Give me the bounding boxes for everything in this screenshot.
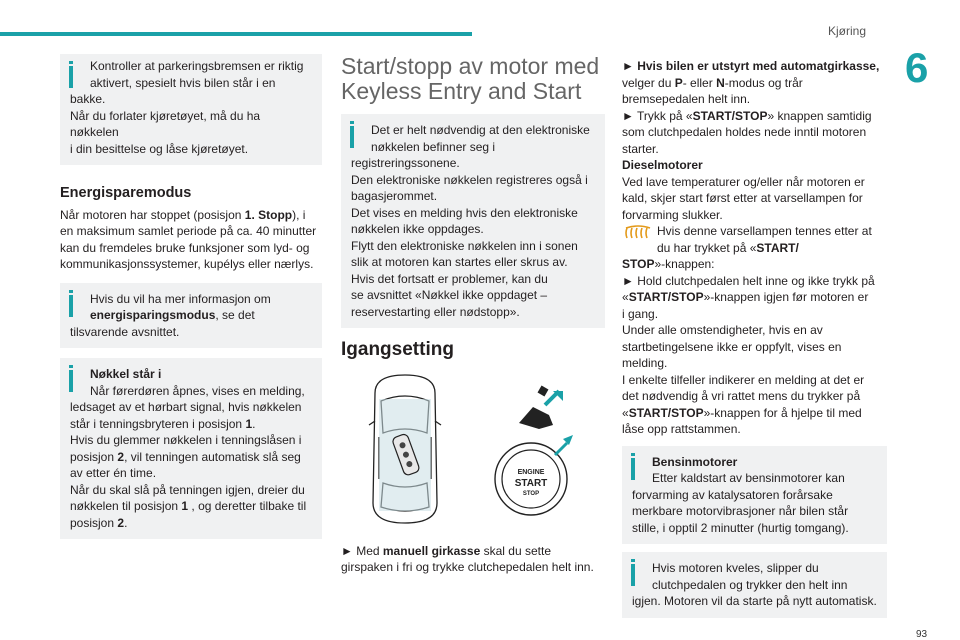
section-title-l1: Start/stopp av motor med (341, 53, 600, 79)
foot-on-pedal-icon (519, 385, 563, 428)
igangsetting-heading: Igangsetting (341, 339, 454, 360)
section-title-l2: Keyless Entry and Start (341, 78, 582, 104)
btn-start-label: START (514, 477, 548, 489)
diesel-heading: Dieselmotorer (622, 158, 703, 172)
header-accent-bar (0, 32, 472, 36)
chapter-number: 6 (905, 44, 929, 91)
car-topview-illustration (341, 373, 605, 533)
info-icon (69, 290, 73, 293)
column-middle: Start/stopp av motor med Keyless Entry and Start Det er helt nødvendig at den elektroniske nøkkelen befinner seg i registreringssonene. Den elektroniske nøkkelen registreres også i bagasjerommet. Det vises en melding hvis den elektroniske nøkkelen ikke oppdages. Flytt den elektroniske nøkkelen inn i sonen slik at motoren kan startes eller skrus av. Hvis det fortsatt er problemer, kan du se avsnittet «Nøkkel ikke oppdaget – reservestarting eller nødstopp». Igangsetting ENGINE START STOP ► Med manuell girkasse skal du sette girspaken i fri og trykke clutchepedalen helt inn. (341, 54, 605, 576)
page-number: 93 (916, 629, 928, 640)
info-note-energy: Hvis du vil ha mer informasjon om energisparingsmodus, se det tilsvarende avsnittet. (60, 283, 322, 349)
column-right: ► Hvis bilen er utstyrt med automatgirkasse, velger du P- eller N-modus og trår bremsepedalen helt inn. ► Trykk på «START/STOP» knappen samtidig som clutchpedalen holdes nede inntil motoren starter. Dieselmotorer Ved lave temperaturer og/eller når motoren er kald, skjer start først etter at varsellampen for forvarming slukker. Hvis denne varsellampen tennes etter at du har trykket på «START/ STOP»-knappen: ► Hold clutchpedalen helt inne og ikke trykk på «START/STOP»-knappen igjen før motoren er i gang. Under alle omstendigheter, hvis en av startbetingelsene ikke er oppfylt, vises en melding. I enkelte tilfeller indikerer en melding at det er det nødvendig å vri rattet mens du trykker på «START/STOP»-knappen for å hjelpe til med låse opp rattstammen. Bensinmotorer Etter kaldstart av bensinmotorer kan forvarming av katalysatoren forårsake merkbare motorvibrasjoner når bilen står stille, i opptil 2 minutter (hurtig tomgang). Hvis motoren kveles, slipper du clutchpedalen og trykker den helt inn igjen. Motoren vil da starte på nytt automatisk. (622, 58, 887, 618)
info-note-petrol: Bensinmotorer Etter kaldstart av bensinmotorer kan forvarming av katalysatoren forårsake merkbare motorvibrasjoner når bilen står stille, i opptil 2 minutter (hurtig tomgang). (622, 446, 887, 545)
info-icon (69, 61, 73, 64)
glow-plug-warning-icon (624, 225, 652, 239)
info-note-stall: Hvis motoren kveles, slipper du clutchpedalen og trykker den helt inn igjen. Motoren vil da starte på nytt automatisk. (622, 552, 887, 618)
info-icon (350, 121, 354, 124)
info-note-parking: Kontroller at parkeringsbremsen er riktig aktivert, spesielt hvis bilen står i en bakke. Når du forlater kjøretøyet, må du ha nøkkelen i din besittelse og låse kjøretøyet. (60, 54, 322, 165)
info-note-key: Nøkkel står i Når førerdøren åpnes, vises en melding, ledsaget av et hørbart signal, hvis nøkkelen står i tenningsbryteren i posisjon 1. Hvis du glemmer nøkkelen i tenningslåsen i posisjon 2, vil tenningen automatisk slå seg av etter én time. Når du skal slå på tenningen igjen, dreier du nøkkelen til posisjon 1 , og deretter tilbake til posisjon 2. (60, 358, 322, 539)
info-note-keyless: Det er helt nødvendig at den elektroniske nøkkelen befinner seg i registreringssonene. Den elektroniske nøkkelen registreres også i bagasjerommet. Det vises en melding hvis den elektroniske nøkkelen ikke oppdages. Flytt den elektroniske nøkkelen inn i sonen slik at motoren kan startes eller skrus av. Hvis det fortsatt er problemer, kan du se avsnittet «Nøkkel ikke oppdaget – reservestarting eller nødstopp». (341, 114, 605, 328)
section-title: Kjøring (828, 24, 867, 38)
keyless-start-figure (341, 373, 605, 533)
btn-engine-label: ENGINE (517, 468, 545, 476)
btn-stop-label: STOP (522, 490, 540, 497)
info-icon (631, 453, 635, 456)
info-icon (69, 365, 73, 368)
energy-heading: Energisparemodus (60, 185, 192, 201)
info-icon (631, 559, 635, 562)
column-left: Kontroller at parkeringsbremsen er riktig aktivert, spesielt hvis bilen står i en bakke. Når du forlater kjøretøyet, må du ha nøkkelen i din besittelse og låse kjøretøyet. Energisparemodus Når motoren har stoppet (posisjon 1. Stopp), i en maksimum samlet periode på ca. 40 minutter kan du fremdeles bruke funksjoner som lyd- og kommunikasjonssystemer, kupélys eller nærlys. Hvis du vil ha mer informasjon om energisparingsmodus, se det tilsvarende avsnittet. Nøkkel står i Når førerdøren åpnes, vises en melding, ledsaget av et hørbart signal, hvis nøkkelen står i tenningsbryteren i posisjon 1. Hvis du glemmer nøkkelen i tenningslåsen i posisjon 2, vil tenningen automatisk slå seg av etter én time. Når du skal slå på tenningen igjen, dreier du nøkkelen til posisjon 1 , og deretter tilbake til posisjon 2. (60, 54, 322, 539)
